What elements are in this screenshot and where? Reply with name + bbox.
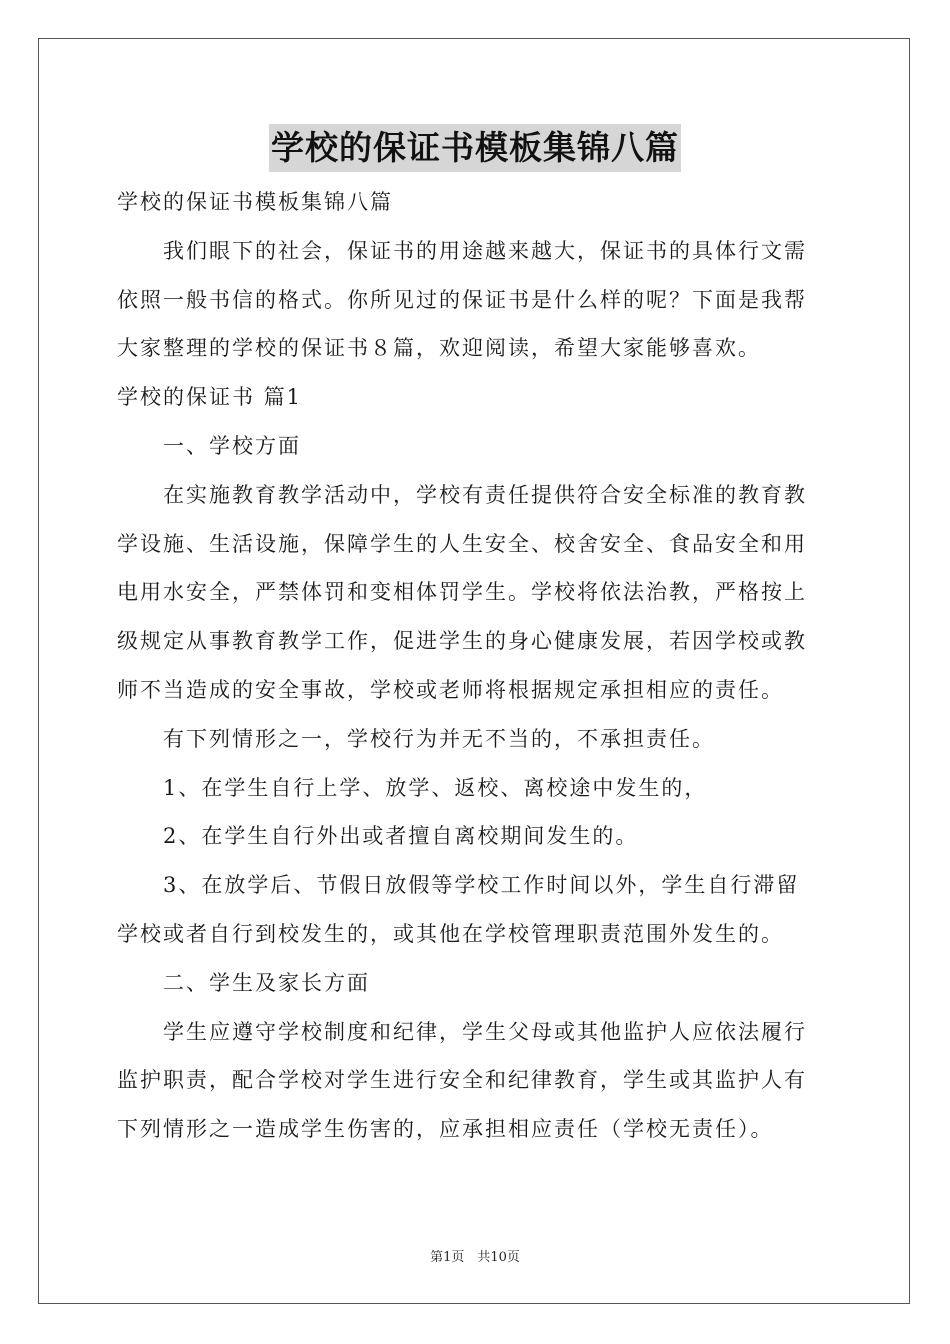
body-line: 我们眼下的社会，保证书的用途越来越大，保证书的具体行文需 [163, 238, 807, 263]
body-line: 一、学校方面 [163, 433, 301, 458]
body-line: 3、在放学后、节假日放假等学校工作时间以外，学生自行滞留 [163, 873, 800, 898]
document-body [117, 178, 833, 1154]
body-line: 大家整理的学校的保证书８篇，欢迎阅读，希望大家能够喜欢。 [117, 336, 761, 361]
body-line: 二、学生及家长方面 [163, 970, 370, 995]
body-line: 学生应遵守学校制度和纪律，学生父母或其他监护人应依法履行 [163, 1019, 807, 1044]
body-line: 学校的保证书 篇1 [117, 385, 303, 410]
title-area [0, 124, 950, 172]
body-line: 有下列情形之一，学校行为并无不当的，不承担责任。 [163, 726, 715, 751]
body-line: 2、在学生自行外出或者擅自离校期间发生的。 [163, 824, 639, 849]
body-line: 学校的保证书模板集锦八篇 [117, 190, 393, 214]
body-line: 依照一般书信的格式。你所见过的保证书是什么样的呢？下面是我帮 [117, 287, 807, 312]
body-line: 师不当造成的安全事故，学校或老师将根据规定承担相应的责任。 [117, 677, 784, 702]
body-line: 学设施、生活设施，保障学生的人生安全、校舍安全、食品安全和用 [117, 531, 807, 556]
body-line: 级规定从事教育教学工作，促进学生的身心健康发展，若因学校或教 [117, 629, 807, 654]
body-line: 学校或者自行到校发生的，或其他在学校管理职责范围外发生的。 [117, 921, 784, 946]
body-line: 下列情形之一造成学生伤害的，应承担相应责任（学校无责任）。 [117, 1117, 774, 1142]
page-footer: 第1页 共10页 [430, 1250, 520, 1265]
body-line: 1、在学生自行上学、放学、返校、离校途中发生的， [163, 775, 708, 800]
body-line: 监护职责，配合学校对学生进行安全和纪律教育，学生或其监护人有 [117, 1068, 807, 1093]
body-line: 电用水安全，严禁体罚和变相体罚学生。学校将依法治教，严格按上 [117, 580, 807, 605]
document-title: 学校的保证书模板集锦八篇 [269, 124, 681, 172]
body-line: 在实施教育教学活动中，学校有责任提供符合安全标准的教育教 [163, 482, 807, 507]
